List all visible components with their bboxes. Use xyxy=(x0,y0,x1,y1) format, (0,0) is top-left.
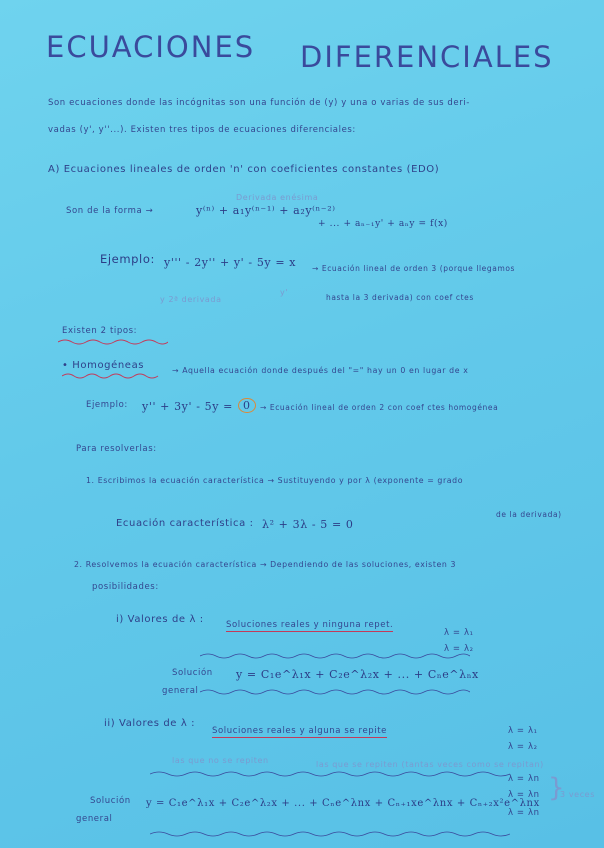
title-left: ECUACIONES xyxy=(46,30,256,64)
homogeneous-underline xyxy=(62,372,162,380)
case-2-faint-2: las que se repiten (tantas veces como se repitan) xyxy=(316,760,544,769)
example-faint-2: y' xyxy=(280,288,289,297)
example-note-2: hasta la 3 derivada) con coef ctes xyxy=(326,293,474,302)
case-2-top-line xyxy=(150,770,510,778)
case-2-brace-note: 3 veces xyxy=(560,790,595,799)
case-2-lambda-3: λ = λn xyxy=(508,774,540,784)
homog-example-label: Ejemplo: xyxy=(86,400,128,410)
case-2-lambda-5: λ = λn xyxy=(508,808,540,818)
case-2-brace: } xyxy=(548,773,566,803)
step-2: 2. Resolvemos la ecuación característica → Dependiendo de las soluciones, existen 3 xyxy=(74,560,457,569)
case-1-sol-label-1: Solución xyxy=(172,668,213,678)
case-2-sol-label-2: general xyxy=(76,814,113,824)
form-note: Derivada enésima xyxy=(236,193,319,202)
case-2-label: ii) Valores de λ : xyxy=(104,718,196,729)
case-2-sol-eq: y = C₁e^λ₁x + C₂e^λ₂x + ... + Cₙe^λnx + Cₙ₊₁xe^λnx + Cₙ₊₂x²e^λnx xyxy=(146,798,540,809)
case-1-lambda-2: λ = λ₂ xyxy=(444,644,474,654)
case-2-lambda-2: λ = λ₂ xyxy=(508,742,538,752)
homogeneous-label: • Homogéneas xyxy=(62,360,145,371)
case-1-desc: Soluciones reales y ninguna repet. xyxy=(226,620,394,630)
case-1-sol-label-2: general xyxy=(162,686,199,696)
example-note-1: → Ecuación lineal de orden 3 (porque llegamos xyxy=(312,264,516,273)
case-1-label: i) Valores de λ : xyxy=(116,614,204,625)
solve-heading: Para resolverlas: xyxy=(76,444,157,454)
form-label: Son de la forma → xyxy=(66,206,154,216)
types-heading: Existen 2 tipos: xyxy=(62,326,138,336)
case-1-sol-eq: y = C₁e^λ₁x + C₂e^λ₂x + ... + Cₙe^λₙx xyxy=(236,668,479,681)
case-2-desc: Soluciones reales y alguna se repite xyxy=(212,726,387,736)
case-2-lambda-1: λ = λ₁ xyxy=(508,726,538,736)
case-1-bottom-line xyxy=(200,688,470,696)
intro-line-1: Son ecuaciones donde las incógnitas son una función de (y) y una o varias de sus deri- xyxy=(48,98,470,108)
title-right: DIFERENCIALES xyxy=(300,40,554,74)
case-2-bottom-line xyxy=(150,830,510,838)
case-2-faint-1: las que no se repiten xyxy=(172,756,269,765)
intro-line-2: vadas (y', y''...). Existen tres tipos de ecuaciones diferenciales: xyxy=(48,125,356,135)
homogeneous-desc: → Aquella ecuación donde después del "=" hay un 0 en lugar de x xyxy=(172,366,469,375)
example-eq: y''' - 2y'' + y' - 5y = x xyxy=(164,256,297,269)
example-faint-1: y 2ª derivada xyxy=(160,295,222,304)
case-2-lambda-4: λ = λn xyxy=(508,790,540,800)
case-1-top-line xyxy=(200,652,470,660)
char-eq: λ² + 3λ - 5 = 0 xyxy=(262,518,354,531)
homog-example-note: → Ecuación lineal de orden 2 con coef ctes homogénea xyxy=(260,403,499,412)
step-1-b: de la derivada) xyxy=(496,510,562,519)
homog-example-eq: y'' + 3y' - 5y = xyxy=(142,400,233,413)
form-eq-left: y⁽ⁿ⁾ + a₁y⁽ⁿ⁻¹⁾ + a₂y⁽ⁿ⁻²⁾ xyxy=(196,204,336,217)
step-1: 1. Escribimos la ecuación característica → Sustituyendo y por λ (exponente = grado xyxy=(86,476,464,485)
types-heading-underline xyxy=(58,338,168,346)
case-2-sol-label-1: Solución xyxy=(90,796,131,806)
homog-example-zero: 0 xyxy=(238,398,256,413)
char-eq-label: Ecuación característica : xyxy=(116,518,254,529)
case-1-lambda-1: λ = λ₁ xyxy=(444,628,474,638)
section-a-heading: A) Ecuaciones lineales de orden 'n' con coeficientes constantes (EDO) xyxy=(48,164,440,175)
example-label: Ejemplo: xyxy=(100,252,155,266)
step-2-b: posibilidades: xyxy=(92,582,159,592)
form-eq-right: + ... + aₙ₋₁y' + aₙy = f(x) xyxy=(318,219,448,229)
